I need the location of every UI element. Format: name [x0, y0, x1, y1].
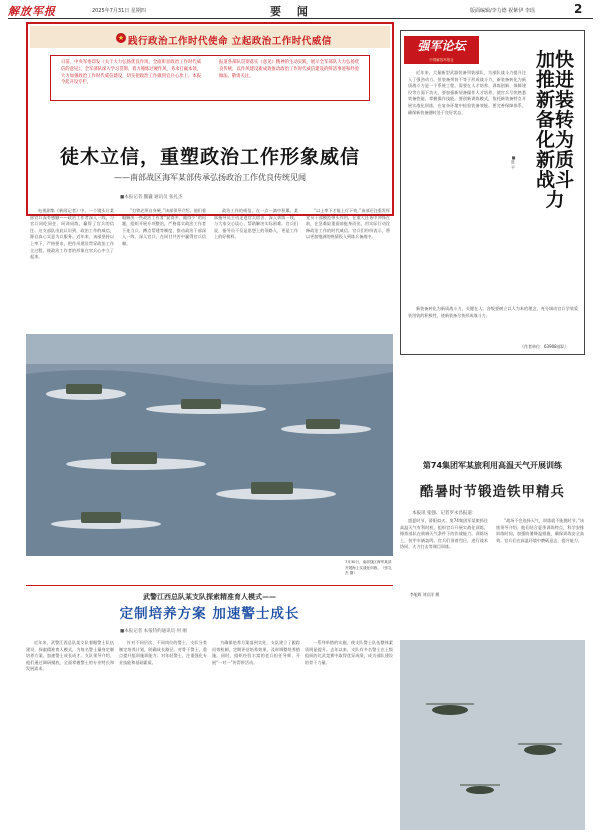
column-banner-text: 践行政治工作时代使命 立起政治工作时代威信 — [128, 36, 332, 47]
story-74-body-column: 盛夏时节，骄阳似火。第74集团军某旅抓住高温天气有利时机，组织官兵开展实战化训练，锤炼部队在极端天气条件下的作战能力。训练场上，装甲车辆轰鸣，官兵们顶着烈日，进行战术协同、火力打击等课目训练。 — [400, 518, 488, 550]
lead-body-column: 电视剧集《新闻记者》中，一个镜头让某部官兵深有感触——政治工作者深入一线，与官兵同吃同住、同训同练，赢得了官兵的信任。这支部队由此认识到，政治工作的威信，源自真心实意为兵服务。近年来，该部坚持以上率下、严格要求，把作风建设贯穿政治工作全过程，使政治工作者的形象在官兵心中立了起来。 — [30, 208, 114, 260]
commentary-author: ■陈 平 — [511, 155, 516, 170]
commentary-author-unit: （作者单位：63908部队） — [520, 344, 569, 349]
commentary-body-end: 新装备转化为新质战斗力，关键在人。各级要树立以人为本的理念，充分调动官兵学装爱装用装的积极性，使新装备尽快形成战斗力。 — [408, 306, 578, 318]
lead-body-column: “以上率下才能上行下效。”该部还注重发挥党员干部模范带头作用，在重大任务中冲锋在前，在急难险重面前挺身而出，用实际行动诠释政治工作的时代威信。官兵们纷纷表示，将以更加饱满的热情投入到练兵备战中。 — [306, 208, 390, 240]
story-jiangxi-body — [26, 640, 393, 825]
naval-training-photo — [26, 334, 393, 556]
story-74-byline: 本报讯 张强、记者罗永昌报道： — [412, 511, 477, 516]
commentary-body: 近年来，大量新型武器装备列装部队，为部队战斗力提升注入了强劲动力。但装备列装不等于形成战斗力，新装备转化为新质战斗力是一个系统工程，需要在人才培养、训练创新、保障建设等方面下功夫。要加强新装备操作人才培养，使官兵尽快熟悉装备性能，掌握操作技能。要创新训练模式，依托新装备特点开展实战化训练，在复杂环境中检验装备效能。要完善保障体系，确保新装备随时处于良好状态。 — [408, 70, 526, 115]
lead-body-column: “打铁必须自身硬。”该部领导介绍，他们着眼解决一些政治工作者“说得多、做得少”的问题，组织开展专项整治，严格落实政治工作者下连当兵、蹲点帮建等制度，推动政治干部深入一线、深入官兵，在同甘共苦中赢得官兵信赖。 — [122, 208, 206, 246]
page-number: 2 — [574, 2, 583, 16]
story-74-body — [400, 518, 585, 638]
editor-note — [50, 55, 370, 101]
story-jiangxi-body-column: 一系列举措的实施，使支队警士队伍整体素质明显提升。去年以来，支队有多名警士在上级组织的比武竞赛中取得优异成绩，成为部队建设的骨干力量。 — [305, 640, 393, 665]
editor-note-right: 报道各部队贯彻落实《意见》精神的生动实践，展示全军部队大力弘扬优良传统，以作风建设新成效推动政治工作时代威信建设的鲜活事迹和经验做法。敬请关注。 — [219, 60, 359, 79]
story-jiangxi-byline: ■本报记者 本报特约通讯员 何 刚 — [120, 629, 188, 634]
commentary-column-logo: 强军论坛 — [404, 36, 479, 64]
story-jiangxi-body-column: 近年来，武警江西总队某支队着眼警士队伍建设，探索精准育人模式，为每名警士量身定制培养方案，加速警士成长成才。支队领导介绍，他们通过调研摸底，全面掌握警士的专业特长和发展需求。 — [26, 640, 114, 672]
story-jiangxi-body-column: 针对不同层次、不同岗位的警士，支队分类制定培养计划，明确成长路径。对骨干警士，重点提升组训施训能力；对年轻警士，注重强化专业技能和基础素质。 — [119, 640, 207, 665]
helicopter-photo — [400, 640, 585, 830]
story-jiangxi-headline[interactable]: 定制培养方案 加速警士成长 — [119, 606, 300, 622]
story-74-body-column: “战场不会选择天气，训练就不能挑时节。”该旅领导介绍，他们结合夏季训练特点，科学安排训练时间，加强防暑降温措施，确保训练安全高效。官兵们在高温环境中磨砺意志，提升能力。 — [496, 518, 584, 543]
story-jiangxi-body-column: 为确保培养方案落到实处，支队建立了跟踪问效机制，定期评估培养效果，及时调整培养措施。同时，组织经验丰富的老兵担任导师，开展“一对一”传帮带活动。 — [212, 640, 300, 665]
lead-article-frame — [26, 22, 394, 216]
commentary-headline[interactable]: 加快推进新装备转化为新质战斗力 — [535, 49, 574, 211]
story-jiangxi-kicker: 武警江西总队某支队探索精准育人模式—— — [143, 593, 276, 601]
party-emblem-icon: ★ — [117, 34, 125, 42]
story-74-headline[interactable]: 酷暑时节锻造铁甲精兵 — [420, 484, 565, 500]
editor-note-left: 日前，中央军委印发《关于大力弘扬优良作风、全面彰显政治工作时代威信的意见》，全军部队深入学习贯彻，着力锤炼过硬作风，务求打赢本领，大力加强政治工作时代威信建设，切实把政治工作做到官兵心坎上。本报今起开设专栏， — [61, 60, 201, 86]
photo-caption: 7月30日，南部战区海军某部开展海上实战化训练。（张礼杰 摄） — [345, 560, 392, 575]
lead-subheadline: ——南部战区海军某部传承弘扬政治工作优良传统见闻 — [114, 173, 306, 182]
issue-date: 2025年7月31日 星期四 — [92, 8, 146, 14]
section-title: 要 闻 — [270, 5, 314, 18]
lead-headline[interactable]: 徒木立信，重塑政治工作形象威信 — [59, 146, 360, 168]
helicopter-photo-credit: 李旭辉 刘京洋 摄 — [410, 592, 439, 597]
header-rule — [8, 18, 593, 19]
commentary-column-logo-sub: 中国解放军报社 — [429, 58, 454, 62]
masthead-logo: 解放军报 — [8, 5, 56, 18]
lead-byline: ■本报记者 魏巍 通讯员 张礼杰 — [120, 195, 183, 200]
page-editors: 版面编辑/李力德 祝紫伊 李瑶 — [470, 8, 535, 14]
lead-body — [30, 208, 390, 326]
section-divider — [26, 585, 393, 586]
lead-body-column: 政治工作的威信，在一点一滴中积累。某部指导员主动走进官兵宿舍、深入训练一线，与大家交心谈心，帮助解决实际困难。官兵们说，指导员不仅是思想上的领路人，更是工作上的好榜样。 — [214, 208, 298, 240]
story-74-kicker: 第74集团军某旅利用高温天气开展训练 — [422, 461, 563, 470]
